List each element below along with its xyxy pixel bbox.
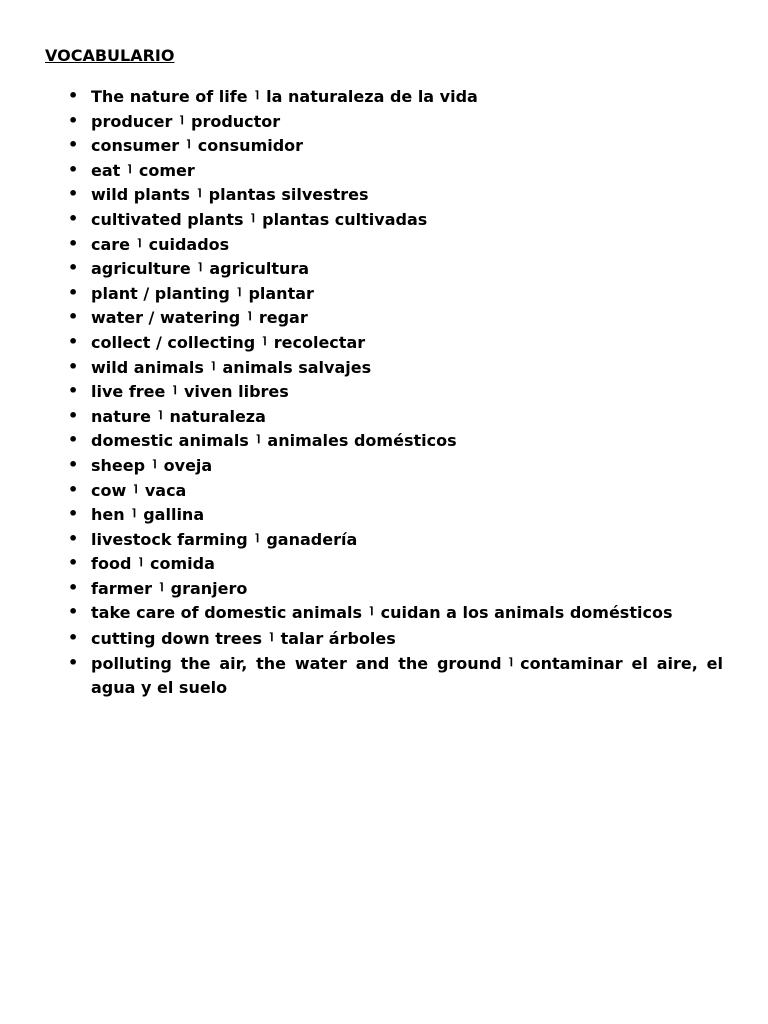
english-term: cultivated plants [91,209,244,229]
bullet-icon: • [68,602,79,622]
english-term: producer [91,111,173,131]
spanish-term: ganadería [266,529,358,549]
list-item [0,207,768,232]
bullet-icon: • [68,135,79,155]
list-item [0,478,768,503]
english-term: farmer [91,578,153,598]
spanish-term: oveja [163,455,213,475]
bullet-icon: • [68,652,79,672]
separator-icon: ⌉ [179,114,184,126]
separator-icon: ⌉ [127,163,132,175]
bullet-icon: • [68,184,79,204]
spanish-term: cuidan a los animals domésticos [380,603,673,623]
separator-icon: ⌉ [152,458,157,470]
spanish-term: regar [258,308,308,328]
separator-icon: ⌉ [210,360,216,372]
bullet-icon: • [68,356,79,376]
list-item [0,133,768,158]
list-item [0,281,768,306]
list-item [0,502,768,527]
separator-icon: ⌉ [172,385,177,397]
separator-icon: ⌉ [133,483,138,495]
spanish-term: plantas cultivadas [262,209,428,229]
bullet-icon: • [68,528,79,548]
list-item [0,551,768,576]
bullet-icon: • [68,504,79,524]
spanish-term: la naturaleza de la vida [266,87,478,106]
spanish-term: vaca [144,480,187,500]
english-term: sheep [91,455,146,475]
separator-icon: ⌉ [255,434,261,446]
english-term: food [91,554,132,574]
list-item [0,576,768,601]
separator-icon: ⌉ [138,557,143,569]
english-term: live free [91,382,166,402]
english-term: livestock farming [91,529,248,549]
list-item [0,330,768,355]
english-term: consumer [91,136,180,156]
english-term: hen [91,505,125,525]
list-item [0,84,768,109]
english-term: water / watering [91,308,241,328]
separator-icon: ⌉ [247,311,252,323]
english-term: polluting the air, the water and the ground [91,653,502,673]
bullet-icon: • [68,233,79,253]
bullet-icon: • [68,454,79,474]
spanish-term: viven libres [183,382,289,402]
english-term: The nature of life [91,87,248,106]
separator-icon: ⌉ [254,90,260,101]
spanish-term: recolectar [273,332,366,352]
list-item [0,651,768,701]
spanish-term: plantas silvestres [208,185,369,205]
list-item [0,109,768,134]
bullet-icon: • [68,577,79,597]
spanish-term: plantar [248,283,314,303]
bullet-icon: • [68,208,79,228]
separator-icon: ⌉ [197,262,203,274]
bullet-icon: • [68,331,79,351]
english-term: agriculture [91,259,191,279]
separator-icon: ⌉ [236,286,242,298]
separator-icon: ⌉ [254,532,260,544]
separator-icon: ⌉ [131,508,137,520]
bullet-icon: • [68,307,79,327]
spanish-term: comida [149,554,215,574]
english-term: take care of domestic animals [91,603,363,623]
list-item [0,232,768,257]
list-item [0,256,768,281]
spanish-term: naturaleza [169,406,266,426]
separator-icon: ⌉ [186,139,191,151]
separator-icon: ⌉ [369,606,374,618]
english-term: plant / planting [91,283,230,303]
spanish-term: productor [190,111,281,131]
list-item [0,428,768,453]
separator-icon: ⌉ [197,188,202,200]
english-term: wild animals [91,357,204,377]
spanish-term: consumidor [197,136,304,156]
english-term: domestic animals [91,431,249,451]
spanish-term: agricultura [209,259,310,279]
spanish-term: comer [138,160,195,180]
spanish-term: animals salvajes [222,357,372,377]
english-term: nature [91,406,151,426]
spanish-term: animales domésticos [267,431,457,451]
english-term: eat [91,160,121,180]
bullet-icon: • [68,553,79,573]
separator-icon: ⌉ [250,212,256,224]
list-item [0,379,768,404]
spanish-term: talar árboles [280,628,396,648]
separator-icon: ⌉ [262,335,267,347]
page-title: VOCABULARIO [45,46,175,65]
bullet-icon: • [68,405,79,425]
english-term: collect / collecting [91,332,256,352]
list-item [0,355,768,380]
bullet-icon: • [68,258,79,278]
list-item [0,453,768,478]
list-item [0,158,768,183]
bullet-icon: • [68,430,79,450]
spanish-term: gallina [143,505,205,525]
list-item [0,182,768,207]
spanish-term: cuidados [148,234,230,254]
english-term: care [91,234,131,254]
english-term: wild plants [91,185,191,205]
list-item [0,600,768,626]
bullet-icon: • [68,282,79,302]
separator-icon: ⌉ [508,656,514,668]
bullet-icon: • [68,159,79,179]
list-item [0,527,768,552]
list-item [0,626,768,651]
spanish-term: granjero [170,578,248,598]
bullet-icon: • [68,479,79,499]
list-item [0,305,768,330]
list-item [0,404,768,429]
spanish-term: contaminar el aire, el agua y el suelo [91,653,723,698]
separator-icon: ⌉ [137,237,142,249]
bullet-icon: • [68,86,79,105]
english-term: cutting down trees [91,628,263,648]
english-term: cow [91,480,127,500]
bullet-icon: • [68,627,79,647]
vocabulary-list [0,84,768,701]
separator-icon: ⌉ [269,631,274,643]
separator-icon: ⌉ [159,581,164,593]
bullet-icon: • [68,110,79,130]
bullet-icon: • [68,381,79,401]
separator-icon: ⌉ [157,409,163,421]
